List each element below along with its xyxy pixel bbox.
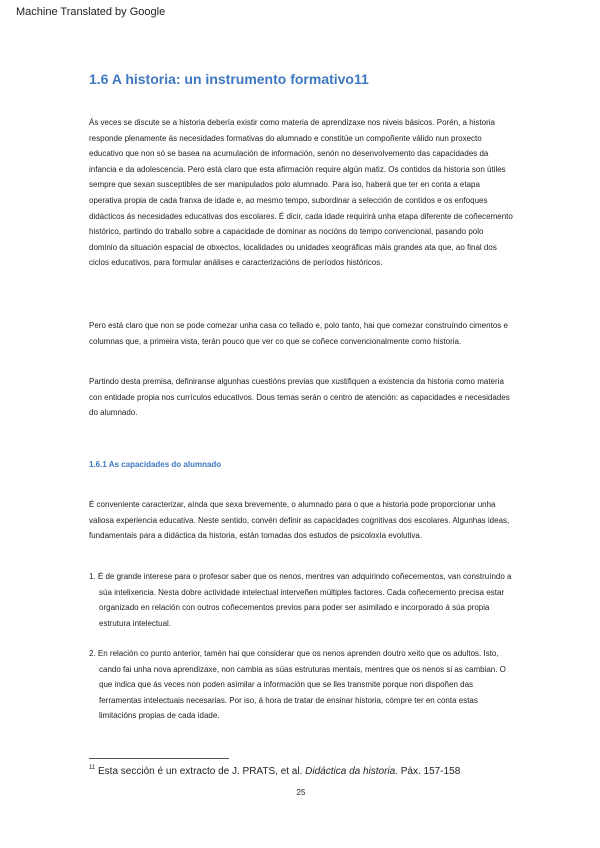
list-item-2: 2. En relación co punto anterior, tamén hai que considerar que os nenos aprenden doutro xeito que os adultos. Isto, cando fai unha nova aprendizaxe, non cambia as súas estruturas mentais, mentres que os nenos si as cambian. O que indica que ás veces non poden asimilar a información que se lles transmite porque non dispoñen das ferramentas intelectuais necesarias. Por iso, á hora de tratar de ensinar historia, cómpre ter en conta estas limitacións propias de cada idade. xyxy=(89,649,506,721)
section-title: 1.6 A historia: un instrumento formativo11 xyxy=(89,71,369,87)
footnote-text-before: Esta sección é un extracto de J. PRATS, et al. xyxy=(95,766,306,777)
page-number: 25 xyxy=(296,788,306,797)
machine-translation-banner: Machine Translated by Google xyxy=(16,6,166,18)
footnote xyxy=(89,765,460,777)
list-item-1: 1. É de grande interese para o profesor saber que os nenos, mentres van adquirindo coñecementos, van construíndo a súa intelixencia. Nesta dobre actividade intelectual interveñen múltiples factores. Cada coñecemento precisa estar organizado en relación con outros coñecementos previos para poder ser asimilado e incorporado á súa propia estrutura intelectual. xyxy=(89,572,512,628)
paragraph-3: Partindo desta premisa, definiranse algunhas cuestións previas que xustifiquen a existencia da historia como materia con entidade propia nos currículos educativos. Dous temas serán o centro de atención: as capacidades e necesidades do alumnado. xyxy=(89,377,510,418)
footnote-marker: 11 xyxy=(89,765,96,771)
footnote-book-title: Didáctica da historia. xyxy=(305,766,398,777)
footnote-text-after: Páx. 157-158 xyxy=(397,766,461,777)
paragraph-1: Ás veces se discute se a historia debería existir como materia de aprendizaxe nos niveis básicos. Porén, a historia responde plenamente ás necesidades formativas do alumnado e constitúe un compoñente válido nun proxecto educativo que non só se basea na acumulación de información, senón no desenvolvemento das capacidades da infancia e da adolescencia. Pero está claro que esta afirmación require algún matiz. Os contidos da historia son útiles sempre que sexan susceptibles de ser manipulados polo alumnado. Para iso, haberá que ter en conta a etapa operativa propia de cada franxa de idade e, ao mesmo tempo, subordinar a selección de contidos e os enfoques didácticos ás necesidades educativas dos escolares. É dicir, cada idade requirirá unha etapa diferente de coñecemento histórico, partindo do traballo sobre a capacidade de dominar as nocións do tempo convencional, pasando polo dominio da situación espacial de obxectos, localidades ou unidades xeográficas máis grandes ata que, ao final dos ciclos educativos, para formular análises e caracterizacións de períodos históricos. xyxy=(89,118,513,268)
paragraph-2: Pero está claro que non se pode comezar unha casa co tellado e, polo tanto, hai que comezar construíndo cimentos e columnas que, a primeira vista, terán pouco que ver co que se coñece convencionalmente como historia. xyxy=(89,321,508,346)
subsection-title: 1.6.1 As capacidades do alumnado xyxy=(89,460,222,469)
intro-paragraph: É conveniente caracterizar, aínda que sexa brevemente, o alumnado para o que a historia pode proporcionar unha valiosa experiencia educativa. Neste sentido, convén definir as capacidades cognitivas dos escolares. Algunhas ideas, fundamentais para a didáctica da historia, están tomadas dos estudos de psicoloxía evolutiva. xyxy=(89,500,510,541)
footnote-divider xyxy=(89,758,229,759)
